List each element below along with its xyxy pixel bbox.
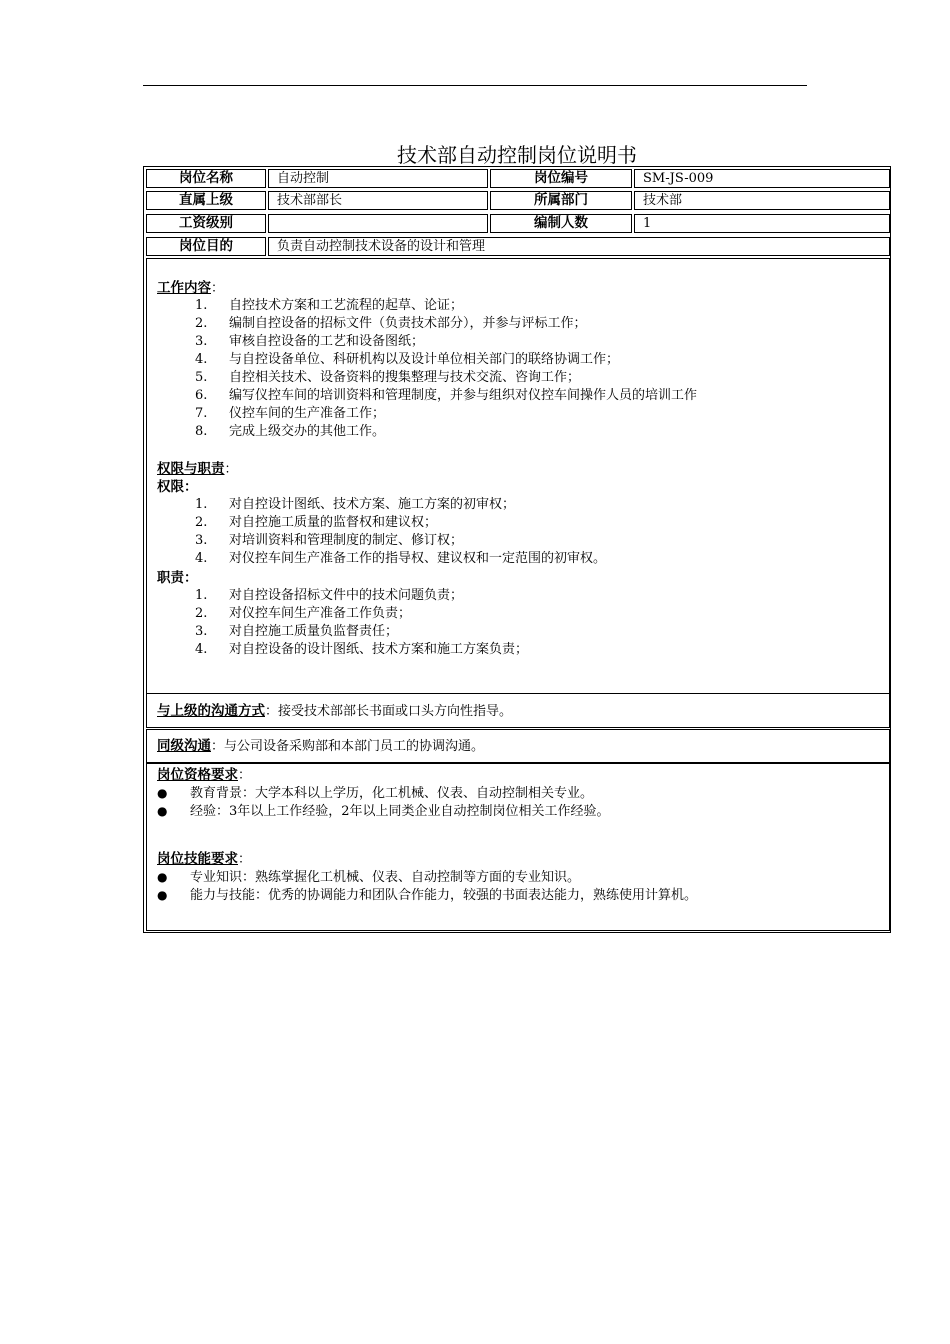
list-item: 5. 自控相关技术、设备资料的搜集整理与技术交流、咨询工作； [195,370,581,385]
skills-heading: 岗位技能要求： [157,851,252,867]
label-department: 所属部门 [490,191,632,210]
bullet-icon: ● [157,888,168,902]
list-item: ● 教育背景：大学本科以上学历，化工机械、仪表、自动控制相关专业。 [157,786,594,801]
list-item: 2. 对仪控车间生产准备工作负责； [195,606,412,621]
value-position-code: SM-JS-009 [634,169,890,188]
list-item: 2. 对自控施工质量的监督权和建议权； [195,515,438,530]
label-supervisor: 直属上级 [146,191,266,210]
label-salary-grade: 工资级别 [146,214,266,233]
list-item: ● 经验：3年以上工作经验，2年以上同类企业自动控制岗位相关工作经验。 [157,804,610,819]
comm-superior: 与上级的沟通方式：接受技术部部长书面或口头方向性指导。 [157,703,513,719]
list-item: 1. 自控技术方案和工艺流程的起草、论证； [195,298,464,313]
comm-peer: 同级沟通：与公司设备采购部和本部门员工的协调沟通。 [157,738,485,754]
value-department: 技术部 [634,191,890,210]
list-item: 7. 仪控车间的生产准备工作； [195,406,386,421]
work-heading: 工作内容： [157,280,225,296]
authority-heading: 权限与职责： [157,461,238,477]
label-purpose: 岗位目的 [146,237,266,256]
value-headcount: 1 [634,214,890,233]
job-description-table [143,166,891,933]
comm-superior-section [146,693,890,728]
label-position-name: 岗位名称 [146,169,266,188]
list-item: 1. 对自控设备招标文件中的技术问题负责； [195,588,464,603]
bullet-icon: ● [157,786,168,800]
list-item: 3. 对自控施工质量负监督责任； [195,624,399,639]
list-item: 8. 完成上级交办的其他工作。 [195,424,386,439]
value-position-name: 自动控制 [268,169,488,188]
bullet-icon: ● [157,870,168,884]
label-position-code: 岗位编号 [490,169,632,188]
list-item: ● 能力与技能：优秀的协调能力和团队合作能力，较强的书面表达能力，熟练使用计算机。 [157,888,698,903]
list-item: 4. 对仪控车间生产准备工作的指导权、建议权和一定范围的初审权。 [195,551,607,566]
comm-peer-section [146,729,890,763]
label-headcount: 编制人数 [490,214,632,233]
list-item: 2. 编制自控设备的招标文件（负责技术部分），并参与评标工作； [195,316,587,331]
rights-label: 权限： [157,479,198,495]
requirements-section [146,763,890,931]
document-title: 技术部自动控制岗位说明书 [397,143,637,167]
value-supervisor: 技术部部长 [268,191,488,210]
work-section [146,258,890,694]
bullet-icon: ● [157,804,168,818]
header-rule [143,85,807,86]
list-item: ● 专业知识：熟练掌握化工机械、仪表、自动控制等方面的专业知识。 [157,870,581,885]
list-item: 3. 对培训资料和管理制度的制定、修订权； [195,533,464,548]
duties-label: 职责： [157,570,198,586]
list-item: 3. 审核自控设备的工艺和设备图纸； [195,334,425,349]
list-item: 4. 对自控设备的设计图纸、技术方案和施工方案负责； [195,642,529,657]
list-item: 4. 与自控设备单位、科研机构以及设计单位相关部门的联络协调工作； [195,352,620,367]
list-item: 1. 对自控设计图纸、技术方案、施工方案的初审权； [195,497,516,512]
value-purpose: 负责自动控制技术设备的设计和管理 [268,237,890,256]
value-salary-grade [268,214,488,233]
qualification-heading: 岗位资格要求： [157,767,252,783]
list-item: 6. 编写仪控车间的培训资料和管理制度，并参与组织对仪控车间操作人员的培训工作 [195,388,698,403]
